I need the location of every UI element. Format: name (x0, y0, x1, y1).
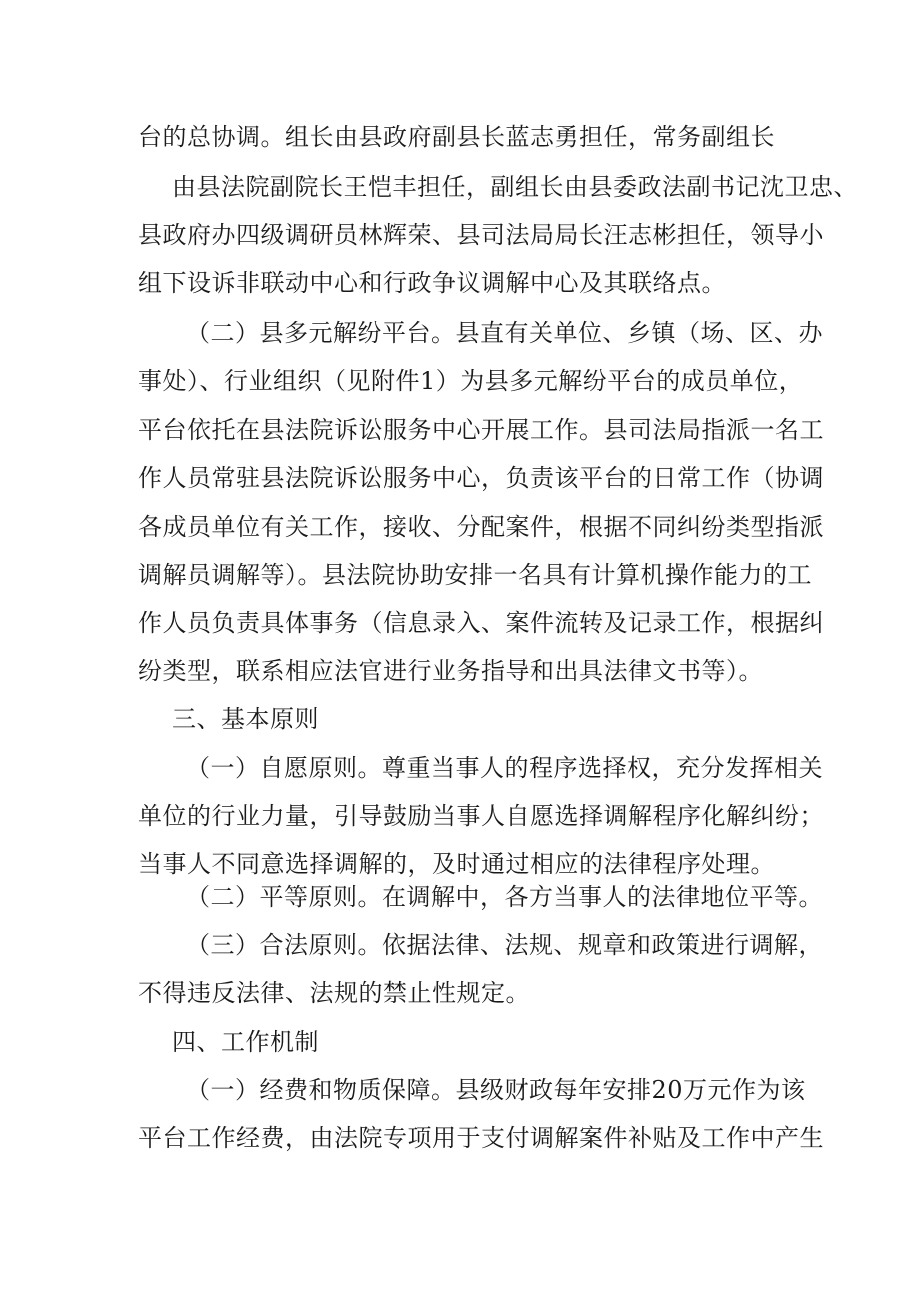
text-line: （二）平等原则。在调解中，各方当事人的法律地位平等。 (186, 883, 823, 911)
text-line: 纷类型，联系相应法官进行业务指导和出具法律文书等）。 (138, 657, 763, 685)
text-line: 组下设诉非联动中心和行政争议调解中心及其联络点。 (138, 269, 726, 297)
text-line: 由县法院副院长王恺丰担任，副组长由县委政法副书记沈卫忠、 (172, 173, 858, 201)
text-line: 县政府办四级调研员林辉荣、县司法局局长汪志彬担任，领导小 (138, 221, 824, 249)
text-line: 事处）、行业组织（见附件1）为县多元解纷平台的成员单位， (138, 367, 804, 395)
section-heading: 三、基本原则 (172, 705, 319, 733)
text-line: 不得违反法律、法规的禁止性规定。 (138, 979, 530, 1007)
text-line: 各成员单位有关工作，接收、分配案件，根据不同纠纷类型指派 (138, 513, 824, 541)
text-line: 台的总协调。组长由县政府副县长蓝志勇担任，常务副组长 (138, 123, 775, 151)
text-line: （二）县多元解纷平台。县直有关单位、乡镇（场、区、办 (186, 319, 823, 347)
text-line: （一）经费和物质保障。县级财政每年安排20万元作为该 (186, 1076, 806, 1104)
text-line: 作人员常驻县法院诉讼服务中心，负责该平台的日常工作（协调 (138, 464, 824, 492)
text-line: 平台依托在县法院诉讼服务中心开展工作。县司法局指派一名工 (138, 416, 824, 444)
text-line: （一）自愿原则。尊重当事人的程序选择权，充分发挥相关 (186, 754, 823, 782)
text-line: 平台工作经费，由法院专项用于支付调解案件补贴及工作中产生 (138, 1124, 824, 1152)
text-line: 单位的行业力量，引导鼓励当事人自愿选择调解程序化解纠纷； (138, 802, 824, 830)
section-heading: 四、工作机制 (172, 1028, 319, 1056)
text-line: 当事人不同意选择调解的，及时通过相应的法律程序处理。 (138, 850, 775, 878)
text-line: （三）合法原则。依据法律、法规、规章和政策进行调解， (186, 931, 823, 959)
text-line: 作人员负责具体事务（信息录入、案件流转及记录工作，根据纠 (138, 609, 824, 637)
text-line: 调解员调解等）。县法院协助安排一名具有计算机操作能力的工 (138, 561, 812, 589)
